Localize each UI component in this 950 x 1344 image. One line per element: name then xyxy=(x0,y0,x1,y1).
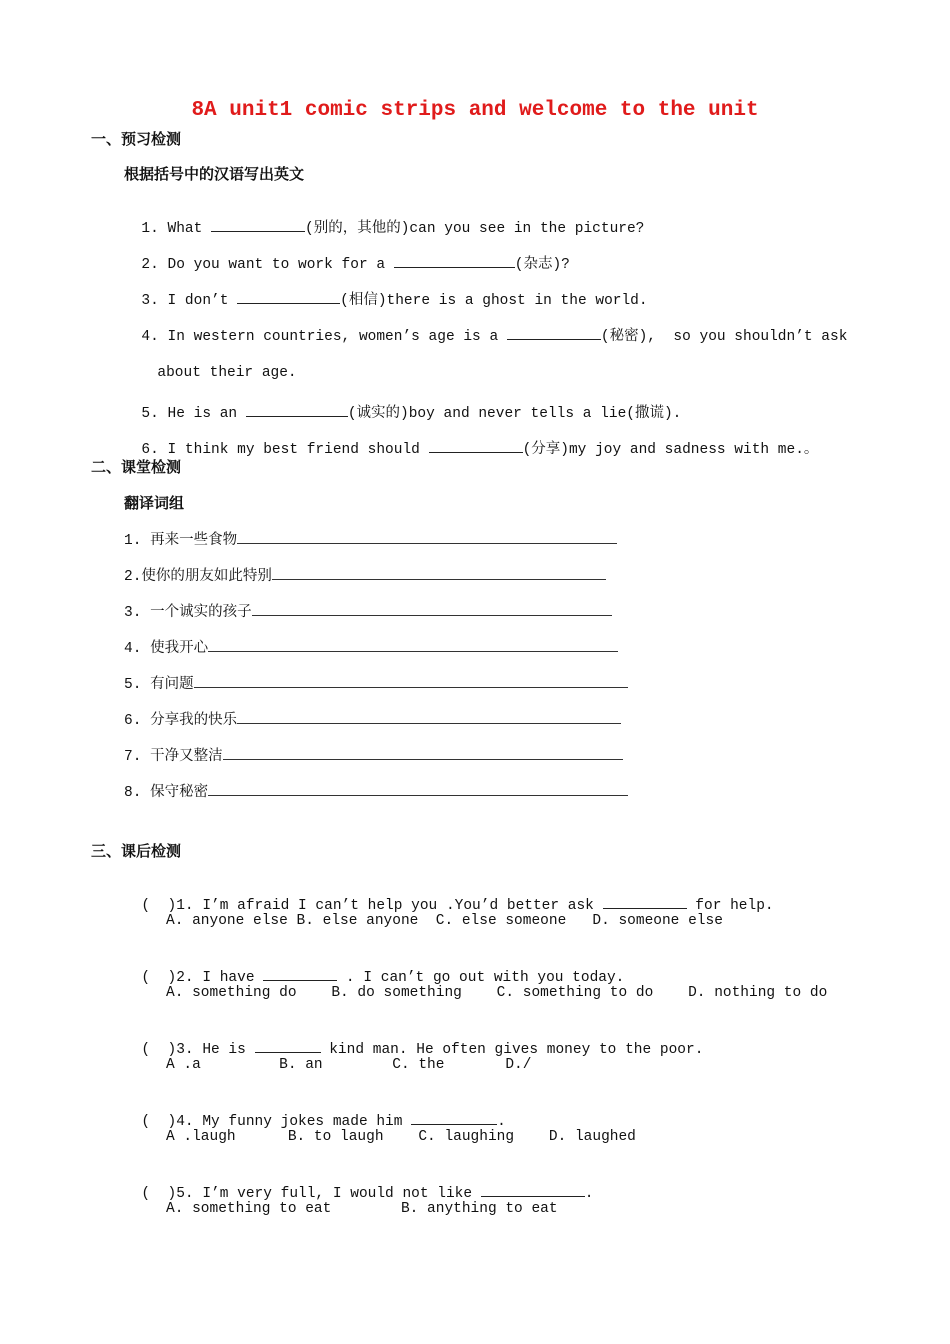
answer-blank[interactable] xyxy=(411,1109,497,1125)
mc-options-4: A .laugh B. to laugh C. laughing D. laughed xyxy=(166,1129,636,1145)
translate-item-3: 3. 一个诚实的孩子 xyxy=(124,600,612,621)
answer-line[interactable] xyxy=(272,565,606,580)
fill-item-2: 2. Do you want to work for a (杂志)? xyxy=(124,236,570,273)
answer-line[interactable] xyxy=(208,637,618,652)
answer-line[interactable] xyxy=(237,709,621,724)
fill-item-5: 5. He is an (诚实的)boy and never tells a lie(撒谎). xyxy=(124,385,681,422)
fill-item-4-continued: about their age. xyxy=(157,365,297,381)
mc-question-4: ( )4. My funny jokes made him . xyxy=(124,1093,506,1130)
section3-heading: 三、课后检测 xyxy=(91,842,182,860)
mc-options-3: A .a B. an C. the D./ xyxy=(166,1057,532,1073)
answer-line[interactable] xyxy=(194,673,628,688)
translate-item-4: 4. 使我开心 xyxy=(124,636,618,657)
fill-item-3: 3. I don’t (相信)there is a ghost in the world. xyxy=(124,272,648,309)
answer-blank[interactable] xyxy=(507,324,601,340)
section2-heading: 二、课堂检测 xyxy=(91,458,182,476)
answer-blank[interactable] xyxy=(603,893,687,909)
mc-question-3: ( )3. He is kind man. He often gives money to the poor. xyxy=(124,1021,703,1058)
worksheet-title: 8A unit1 comic strips and welcome to the unit xyxy=(191,99,759,122)
answer-blank[interactable] xyxy=(394,252,515,268)
answer-line[interactable] xyxy=(208,781,628,796)
mc-question-1: ( )1. I’m afraid I can’t help you .You’d better ask for help. xyxy=(124,877,774,914)
section1-subheading: 根据括号中的汉语写出英文 xyxy=(124,165,305,183)
mc-options-2: A. something do B. do something C. something to do D. nothing to do xyxy=(166,985,828,1001)
section2-subheading: 翻译词组 xyxy=(124,494,185,512)
translate-item-2: 2.使你的朋友如此特别 xyxy=(124,564,606,585)
mc-options-1: A. anyone else B. else anyone C. else someone D. someone else xyxy=(166,913,723,929)
fill-item-6: 6. I think my best friend should (分享)my joy and sadness with me.。 xyxy=(124,421,818,458)
mc-question-5: ( )5. I’m very full, I would not like . xyxy=(124,1165,593,1202)
answer-blank[interactable] xyxy=(255,1037,321,1053)
answer-blank[interactable] xyxy=(263,965,337,981)
mc-question-2: ( )2. I have . I can’t go out with you today. xyxy=(124,949,624,986)
translate-item-5: 5. 有问题 xyxy=(124,672,628,693)
section1-heading: 一、预习检测 xyxy=(91,130,182,148)
fill-item-4: 4. In western countries, women’s age is a (秘密), so you shouldn’t ask xyxy=(124,308,847,345)
answer-blank[interactable] xyxy=(429,437,523,453)
translate-item-8: 8. 保守秘密 xyxy=(124,780,628,801)
answer-blank[interactable] xyxy=(237,288,340,304)
translate-item-7: 7. 干净又整洁 xyxy=(124,744,623,765)
translate-item-6: 6. 分享我的快乐 xyxy=(124,708,621,729)
mc-options-5: A. something to eat B. anything to eat xyxy=(166,1201,558,1217)
answer-line[interactable] xyxy=(223,745,623,760)
answer-blank[interactable] xyxy=(246,401,348,417)
answer-line[interactable] xyxy=(237,529,617,544)
fill-item-1: 1. What (别的，其他的)can you see in the picture? xyxy=(124,200,644,237)
answer-blank[interactable] xyxy=(211,216,305,232)
answer-blank[interactable] xyxy=(481,1181,585,1197)
answer-line[interactable] xyxy=(252,601,612,616)
translate-item-1: 1. 再来一些食物 xyxy=(124,528,617,549)
